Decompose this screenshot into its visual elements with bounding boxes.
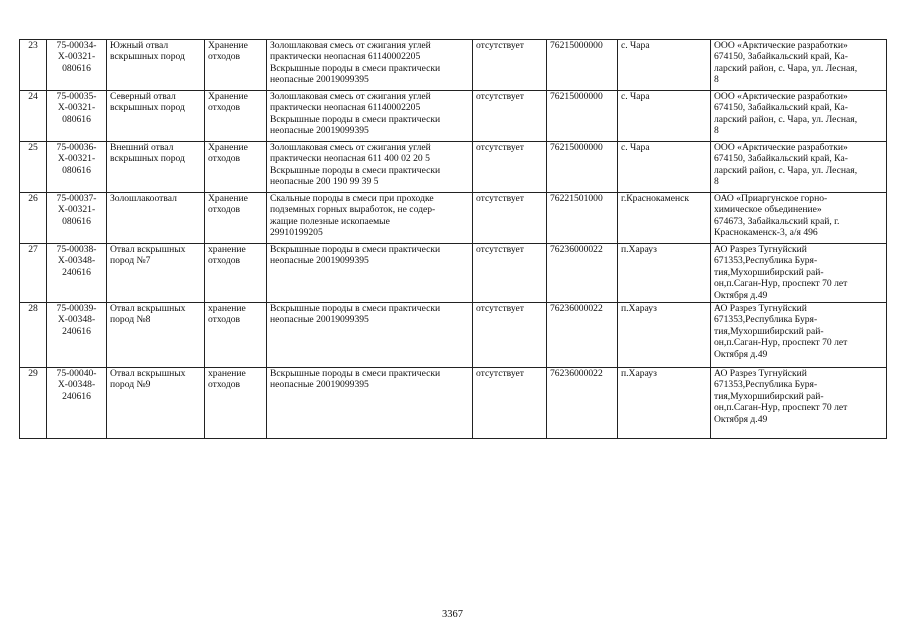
table-row [20, 142, 887, 193]
table-row [20, 40, 887, 91]
status-cell: отсутствует [473, 368, 547, 439]
oktmo-code-cell: 76221501000 [547, 193, 618, 244]
oktmo-code-cell: 76236000022 [547, 244, 618, 303]
registry-code-cell: 75-00035- Х-00321- 080616 [47, 91, 107, 142]
oktmo-code-cell: 76215000000 [547, 91, 618, 142]
row-number-cell: 23 [20, 40, 47, 91]
registry-code-cell: 75-00034- Х-00321- 080616 [47, 40, 107, 91]
row-number-cell: 24 [20, 91, 47, 142]
oktmo-code-cell: 76215000000 [547, 142, 618, 193]
operator-cell: АО Разрез Тугнуйский 671353,Республика Буря- тия,Мухоршибирский рай- он,п.Саган-Нур, проспект 70 лет Октября д.49 [711, 303, 887, 368]
status-cell: отсутствует [473, 244, 547, 303]
row-number-cell: 28 [20, 303, 47, 368]
oktmo-code-cell: 76236000022 [547, 368, 618, 439]
waste-types-cell: Золошлаковая смесь от сжигания углей практически неопасная 611 400 02 20 5 Вскрышные породы в смеси практически неопасные 200 190 99 39 5 [267, 142, 473, 193]
registry-code-cell: 75-00037- Х-00321- 080616 [47, 193, 107, 244]
table-row [20, 303, 887, 368]
waste-types-cell: Золошлаковая смесь от сжигания углей практически неопасная 61140002205 Вскрышные породы в смеси практически неопасные 20019099395 [267, 40, 473, 91]
page-number: 3367 [442, 609, 463, 620]
status-cell: отсутствует [473, 142, 547, 193]
locality-cell: п.Харауз [618, 303, 711, 368]
facility-name-cell: Золошлакоотвал [107, 193, 205, 244]
waste-types-cell: Вскрышные породы в смеси практически неопасные 20019099395 [267, 303, 473, 368]
status-cell: отсутствует [473, 193, 547, 244]
operator-cell: ООО «Арктические разработки» 674150, Забайкальский край, Ка- ларский район, с. Чара, ул. Лесная, 8 [711, 91, 887, 142]
waste-types-cell: Вскрышные породы в смеси практически неопасные 20019099395 [267, 244, 473, 303]
waste-types-cell: Золошлаковая смесь от сжигания углей практически неопасная 61140002205 Вскрышные породы в смеси практически неопасные 20019099395 [267, 91, 473, 142]
facility-name-cell: Южный отвал вскрышных пород [107, 40, 205, 91]
waste-types-cell: Скальные породы в смеси при проходке подземных горных выработок, не содер- жащие полезные ископаемые 29910199205 [267, 193, 473, 244]
locality-cell: п.Харауз [618, 368, 711, 439]
facility-purpose-cell: хранение отходов [205, 303, 267, 368]
waste-facility-registry-table [19, 39, 887, 439]
table-row [20, 244, 887, 303]
locality-cell: с. Чара [618, 142, 711, 193]
facility-name-cell: Северный отвал вскрышных пород [107, 91, 205, 142]
facility-purpose-cell: хранение отходов [205, 244, 267, 303]
facility-purpose-cell: Хранение отходов [205, 91, 267, 142]
row-number-cell: 27 [20, 244, 47, 303]
status-cell: отсутствует [473, 303, 547, 368]
operator-cell: ОАО «Приаргунское горно- химическое объединение» 674673, Забайкальский край, г. Краснокаменск-3, а/я 496 [711, 193, 887, 244]
facility-purpose-cell: Хранение отходов [205, 193, 267, 244]
registry-code-cell: 75-00039- Х-00348- 240616 [47, 303, 107, 368]
facility-name-cell: Отвал вскрышных пород №9 [107, 368, 205, 439]
facility-purpose-cell: Хранение отходов [205, 40, 267, 91]
facility-purpose-cell: хранение отходов [205, 368, 267, 439]
row-number-cell: 25 [20, 142, 47, 193]
operator-cell: АО Разрез Тугнуйский 671353,Республика Буря- тия,Мухоршибирский рай- он,п.Саган-Нур, проспект 70 лет Октября д.49 [711, 368, 887, 439]
operator-cell: АО Разрез Тугнуйский 671353,Республика Буря- тия,Мухоршибирский рай- он,п.Саган-Нур, проспект 70 лет Октября д.49 [711, 244, 887, 303]
facility-name-cell: Внешний отвал вскрышных пород [107, 142, 205, 193]
table-row [20, 368, 887, 439]
table-row [20, 91, 887, 142]
registry-table-body [20, 40, 887, 439]
oktmo-code-cell: 76215000000 [547, 40, 618, 91]
locality-cell: г.Краснокаменск [618, 193, 711, 244]
locality-cell: с. Чара [618, 40, 711, 91]
waste-types-cell: Вскрышные породы в смеси практически неопасные 20019099395 [267, 368, 473, 439]
row-number-cell: 26 [20, 193, 47, 244]
registry-code-cell: 75-00038- Х-00348- 240616 [47, 244, 107, 303]
facility-name-cell: Отвал вскрышных пород №7 [107, 244, 205, 303]
locality-cell: п.Харауз [618, 244, 711, 303]
table-row [20, 193, 887, 244]
registry-code-cell: 75-00036- Х-00321- 080616 [47, 142, 107, 193]
status-cell: отсутствует [473, 91, 547, 142]
facility-purpose-cell: Хранение отходов [205, 142, 267, 193]
row-number-cell: 29 [20, 368, 47, 439]
operator-cell: ООО «Арктические разработки» 674150, Забайкальский край, Ка- ларский район, с. Чара, ул. Лесная, 8 [711, 142, 887, 193]
operator-cell: ООО «Арктические разработки» 674150, Забайкальский край, Ка- ларский район, с. Чара, ул. Лесная, 8 [711, 40, 887, 91]
status-cell: отсутствует [473, 40, 547, 91]
oktmo-code-cell: 76236000022 [547, 303, 618, 368]
facility-name-cell: Отвал вскрышных пород №8 [107, 303, 205, 368]
locality-cell: с. Чара [618, 91, 711, 142]
registry-code-cell: 75-00040- Х-00348- 240616 [47, 368, 107, 439]
